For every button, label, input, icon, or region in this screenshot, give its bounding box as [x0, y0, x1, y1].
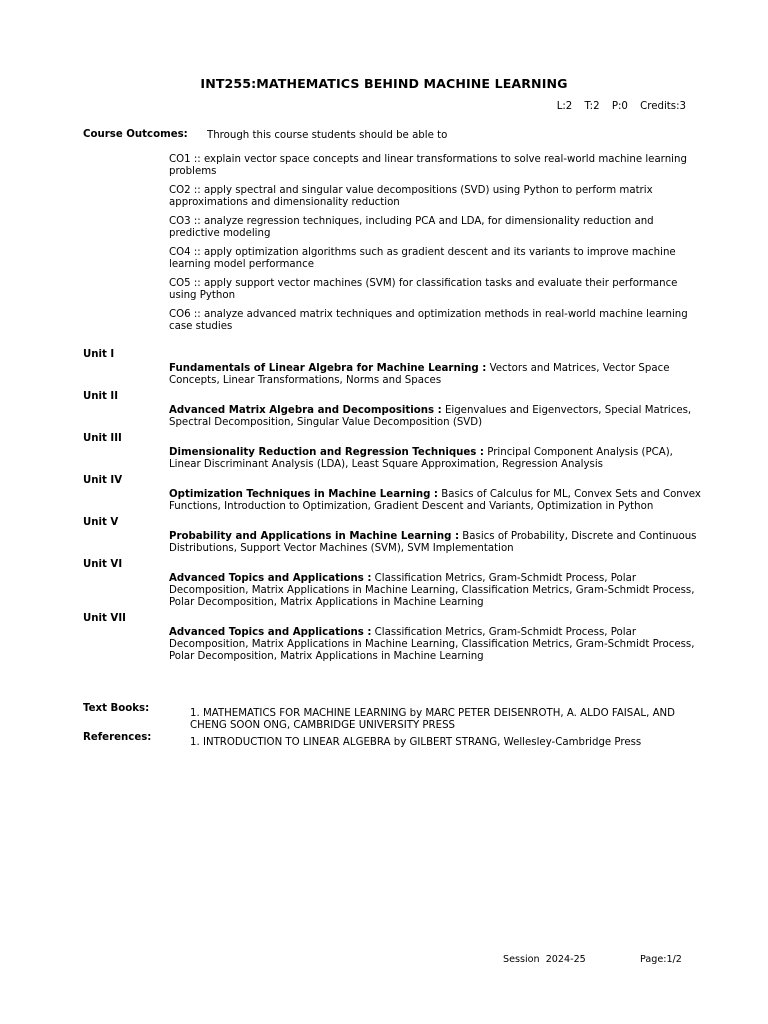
course-outcomes-list [169, 154, 689, 340]
unit-6 [83, 559, 713, 609]
units-list [83, 349, 713, 667]
unit-content: Classification Metrics, Gram-Schmidt Process, Polar Decomposition, Matrix Applications in Machine Learning, Classification Metrics, Gram-Schmidt Process, Polar Decomposition, Matrix Applications in Machine Learning [169, 573, 695, 608]
unit-label: Unit V [83, 517, 119, 528]
references-label: References: [83, 732, 152, 743]
unit-label: Unit II [83, 391, 119, 402]
course-outcomes-intro: Through this course students should be able to [207, 130, 448, 141]
unit-body [169, 531, 705, 555]
unit-label: Unit III [83, 433, 122, 444]
unit-title: Fundamentals of Linear Algebra for Machine Learning : [169, 363, 487, 374]
unit-content: Eigenvalues and Eigenvectors, Special Matrices, Spectral Decomposition, Singular Value Decomposition (SVD) [169, 405, 692, 428]
unit-4 [83, 475, 713, 513]
tutorial-hours: T:2 [584, 101, 600, 112]
unit-body [169, 489, 705, 513]
unit-content: Classification Metrics, Gram-Schmidt Process, Polar Decomposition, Matrix Applications in Machine Learning, Classification Metrics, Gram-Schmidt Process, Polar Decomposition, Matrix Applications in Machine Learning [169, 627, 695, 662]
course-outcome-4: CO4 :: apply optimization algorithms such as gradient descent and its variants to improve machine learning model performance [169, 247, 676, 270]
course-outcomes-label: Course Outcomes: [83, 129, 188, 140]
unit-content: Basics of Probability, Discrete and Continuous Distributions, Support Vector Machines (SVM), SVM Implementation [169, 531, 697, 554]
unit-label: Unit I [83, 349, 115, 360]
course-outcome-6: CO6 :: analyze advanced matrix techniques and optimization methods in real-world machine learning case studies [169, 309, 688, 332]
unit-title: Dimensionality Reduction and Regression Techniques : [169, 447, 484, 458]
unit-body [169, 363, 705, 387]
unit-content: Basics of Calculus for ML, Convex Sets and Convex Functions, Introduction to Optimization, Gradient Descent and Variants, Optimization in Python [169, 489, 701, 512]
session-info: Session 2024-25 [503, 954, 586, 965]
unit-title: Advanced Matrix Algebra and Decompositions : [169, 405, 442, 416]
lecture-hours: L:2 [556, 101, 573, 112]
reference-item: 1. INTRODUCTION TO LINEAR ALGEBRA by GILBERT STRANG, Wellesley-Cambridge Press [190, 737, 642, 748]
unit-title: Advanced Topics and Applications : [169, 627, 372, 638]
unit-2 [83, 391, 713, 429]
credit-structure [551, 101, 686, 113]
course-outcome-5: CO5 :: apply support vector machines (SVM) for classification tasks and evaluate their performance using Python [169, 278, 678, 301]
unit-content: Principal Component Analysis (PCA), Linear Discriminant Analysis (LDA), Least Square Approximation, Regression Analysis [169, 447, 673, 470]
unit-body [169, 405, 705, 429]
text-book-item: 1. MATHEMATICS FOR MACHINE LEARNING by MARC PETER DEISENROTH, A. ALDO FAISAL, AND CHENG SOON ONG, CAMBRIDGE UNIVERSITY PRESS [190, 708, 676, 731]
unit-label: Unit IV [83, 475, 123, 486]
course-outcome-1: CO1 :: explain vector space concepts and linear transformations to solve real-world machine learning problems [169, 154, 687, 177]
practical-hours: P:0 [611, 101, 628, 112]
unit-3 [83, 433, 713, 471]
unit-label: Unit VI [83, 559, 123, 570]
unit-body [169, 573, 705, 609]
page-number: Page:1/2 [640, 954, 682, 965]
course-outcome-3: CO3 :: analyze regression techniques, including PCA and LDA, for dimensionality reduction and predictive modeling [169, 216, 654, 239]
unit-body [169, 447, 705, 471]
unit-7 [83, 613, 713, 663]
unit-title: Optimization Techniques in Machine Learning : [169, 489, 438, 500]
text-books-label: Text Books: [83, 703, 150, 714]
unit-5 [83, 517, 713, 555]
unit-1 [83, 349, 713, 387]
unit-label: Unit VII [83, 613, 126, 624]
unit-content: Vectors and Matrices, Vector Space Concepts, Linear Transformations, Norms and Spaces [169, 363, 670, 386]
course-outcome-2: CO2 :: apply spectral and singular value decompositions (SVD) using Python to perform matrix approximations and dimensionality reduction [169, 185, 653, 208]
unit-title: Advanced Topics and Applications : [169, 573, 372, 584]
total-credits: Credits:3 [640, 101, 686, 112]
unit-title: Probability and Applications in Machine Learning : [169, 531, 460, 542]
page-title: INT255:MATHEMATICS BEHIND MACHINE LEARNING [200, 76, 568, 91]
unit-body [169, 627, 705, 663]
